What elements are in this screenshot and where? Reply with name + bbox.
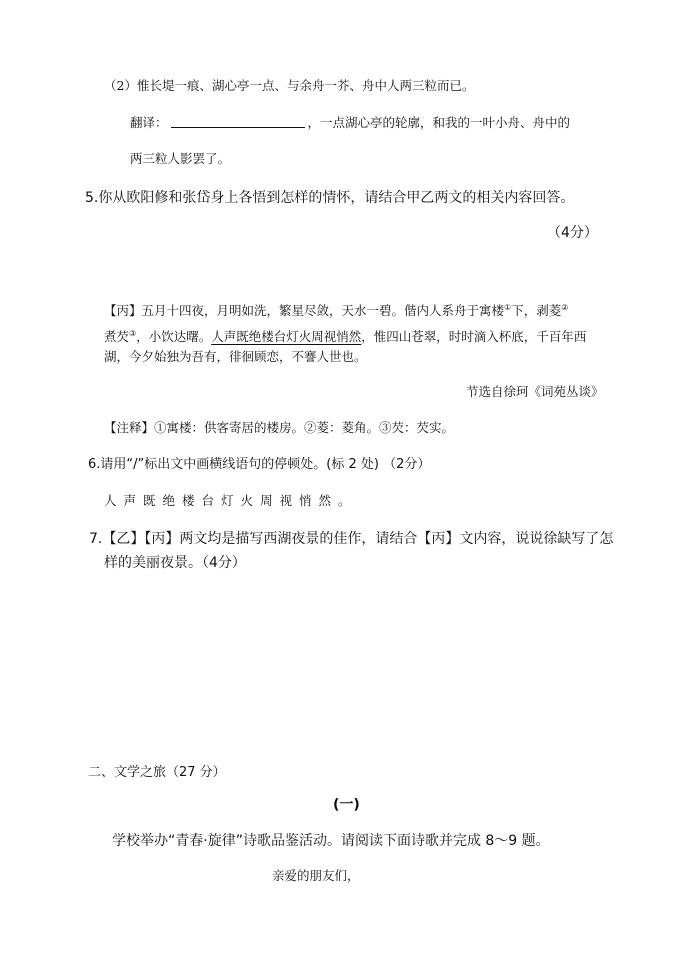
q7-line-1: 7.【乙】【丙】两文均是描写西湖夜景的佳作，请结合【丙】文内容，说说徐缺写了怎 xyxy=(89,531,614,547)
underlined-sentence: 人声既绝楼台灯火周视悄然 xyxy=(211,329,362,344)
poem-greeting: 亲爱的朋友们， xyxy=(272,868,360,883)
q6-text: 6.请用“/”标出文中画横线语句的停顿处。(标 2 处) （2分） xyxy=(88,457,431,472)
note-mark: ② xyxy=(561,303,569,312)
bing-text: 下，剥菱 xyxy=(511,303,562,318)
q4-2-sentence: （2）惟长堤一痕、湖心亭一点、与余舟一芥、舟中人两三粒而已。 xyxy=(104,78,475,93)
bing-notes: 【注释】①寓楼：供客寄居的楼房。②菱：菱角。③芡：芡实。 xyxy=(104,420,455,435)
note-mark: ③ xyxy=(129,329,137,338)
answer-blank xyxy=(171,115,305,128)
bing-text: 煮芡 xyxy=(104,329,130,344)
bing-text: ，小饮达曙。 xyxy=(136,329,212,344)
q5-score: （4分） xyxy=(547,225,598,241)
bing-text: ，惟四山苍翠，时时滴入杯底，千百年西 xyxy=(361,329,587,344)
section-title: 二、文学之旅（27 分） xyxy=(88,765,226,780)
bing-source: 节选自徐珂《词苑丛谈》 xyxy=(466,384,604,399)
bing-text: 【丙】五月十四夜，月明如洗，繁星尽敛，天水一碧。偕内人系舟于寓楼 xyxy=(104,303,505,318)
section-intro: 学校举办“青春·旋律”诗歌品鉴活动。请阅读下面诗歌并完成 8～9 题。 xyxy=(112,833,550,849)
bing-passage-line-2 xyxy=(104,326,586,345)
q4-2-translation-continued: 两三粒人影罢了。 xyxy=(130,151,231,166)
q7-line-2: 样的美丽夜景。（4分） xyxy=(104,555,246,571)
translation-label: 翻译： xyxy=(130,115,168,130)
bing-passage-line-3: 湖，今夕始独为吾有，徘徊顾恋，不謇人世也。 xyxy=(104,349,367,364)
note-mark: ① xyxy=(504,303,512,312)
q5-text: 5.你从欧阳修和张岱身上各悟到怎样的情怀，请结合甲乙两文的相关内容回答。 xyxy=(85,190,575,206)
part-number: (一) xyxy=(333,797,360,813)
translation-text: ，一点湖心亭的轮廓，和我的一叶小舟、舟中的 xyxy=(307,115,571,130)
q4-2-translation-line xyxy=(130,115,570,131)
q6-sentence: 人声既绝楼台灯火周视悄然。 xyxy=(104,493,358,508)
bing-passage-line-1 xyxy=(104,300,568,319)
